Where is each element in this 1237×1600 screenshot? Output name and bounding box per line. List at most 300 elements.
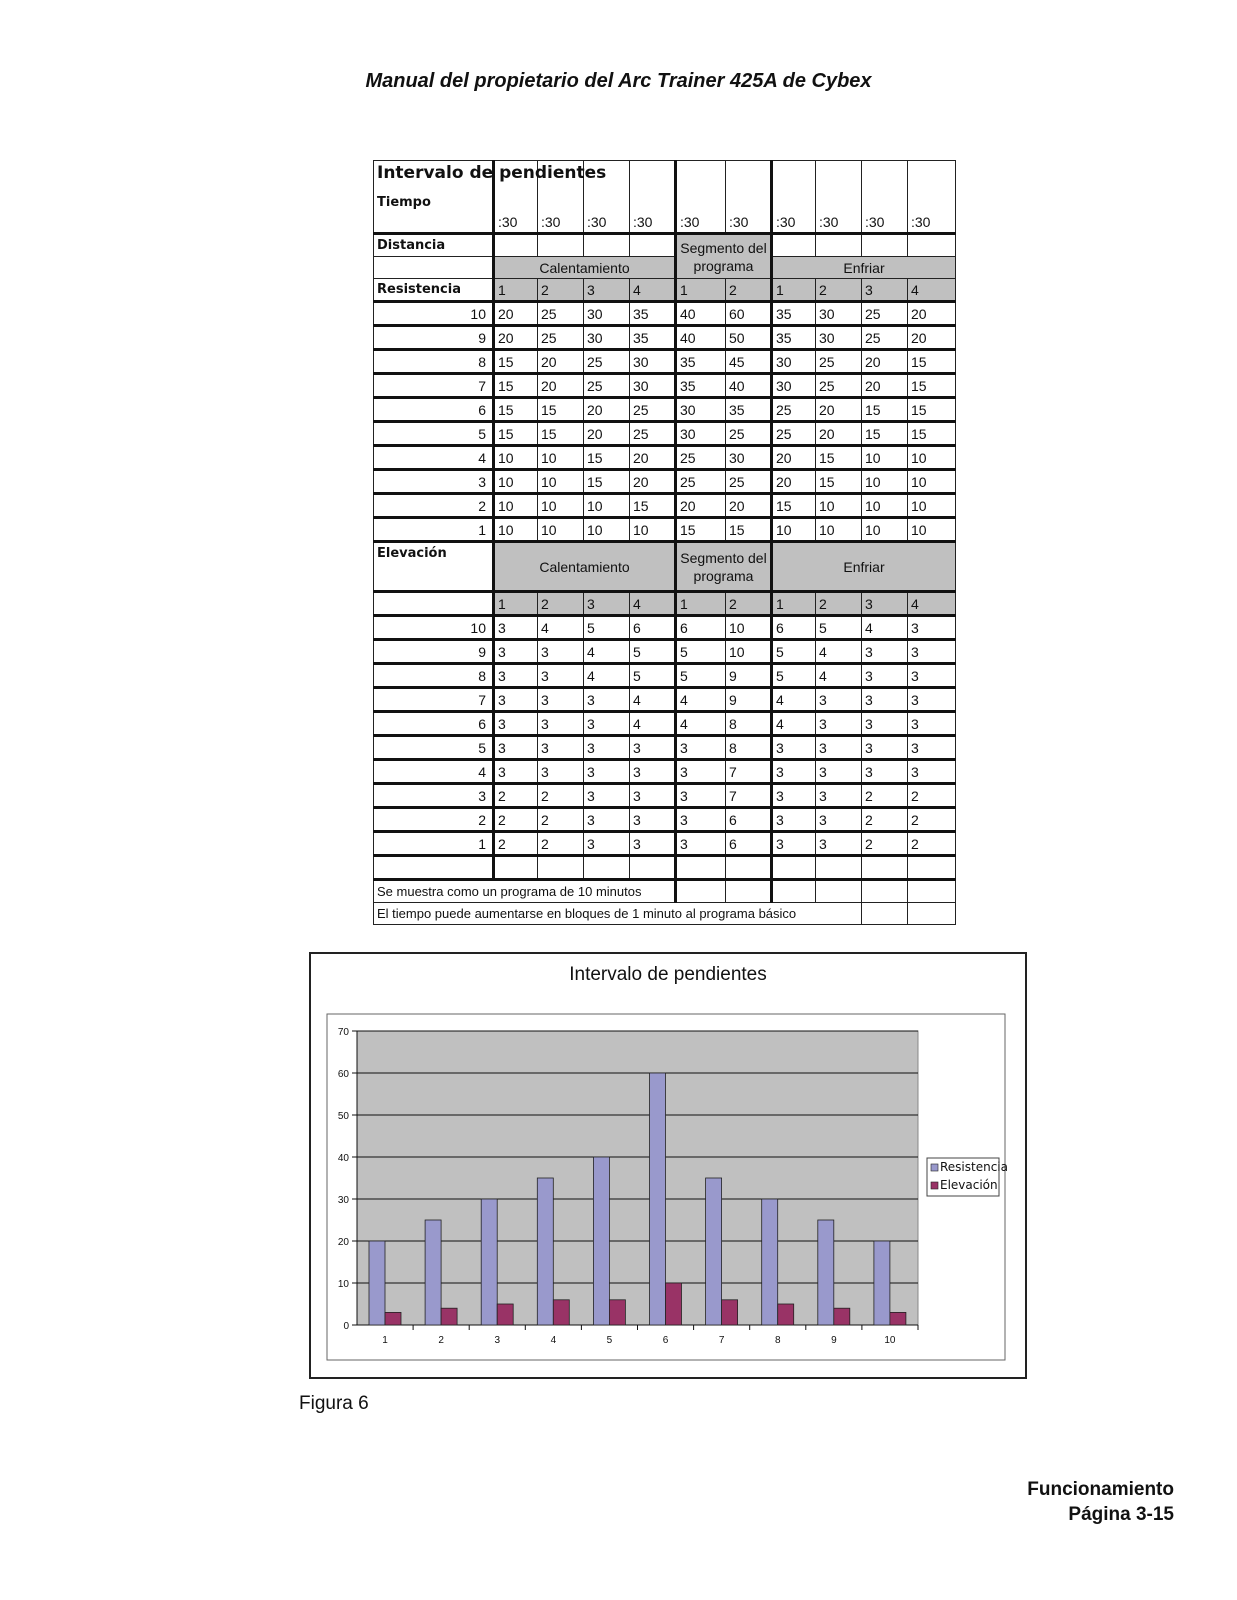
column-number: 2 bbox=[726, 592, 772, 616]
table-row bbox=[374, 640, 956, 664]
elevation-value: 10 bbox=[726, 640, 772, 664]
level-label: 1 bbox=[374, 518, 494, 542]
resistance-value: 35 bbox=[630, 302, 676, 326]
column-number: 1 bbox=[494, 279, 538, 302]
column-number: 1 bbox=[772, 592, 816, 616]
elevation-value: 3 bbox=[584, 760, 630, 784]
resistance-value: 10 bbox=[816, 494, 862, 518]
elevation-value: 3 bbox=[538, 640, 584, 664]
elevation-value: 2 bbox=[494, 784, 538, 808]
elevation-value: 3 bbox=[676, 808, 726, 832]
resistance-value: 20 bbox=[862, 350, 908, 374]
resistance-value: 15 bbox=[584, 470, 630, 494]
table-row bbox=[374, 832, 956, 856]
bar-elevacion bbox=[441, 1308, 457, 1325]
resistance-value: 15 bbox=[494, 422, 538, 446]
resistance-value: 25 bbox=[772, 422, 816, 446]
resistance-value: 30 bbox=[630, 350, 676, 374]
table-row bbox=[374, 542, 956, 592]
table-cell bbox=[816, 880, 862, 903]
elevation-value: 3 bbox=[584, 808, 630, 832]
table-row bbox=[374, 592, 956, 616]
bar-chart bbox=[309, 952, 1027, 1379]
elevation-value: 4 bbox=[676, 712, 726, 736]
resistance-value: 20 bbox=[816, 398, 862, 422]
x-tick-label: 3 bbox=[494, 1335, 501, 1346]
y-tick-label: 40 bbox=[337, 1153, 349, 1164]
interval-table bbox=[373, 160, 956, 925]
column-number: 1 bbox=[676, 279, 726, 302]
resistance-value: 20 bbox=[630, 470, 676, 494]
resistance-value: 15 bbox=[862, 422, 908, 446]
resistance-value: 35 bbox=[630, 326, 676, 350]
elevation-value: 3 bbox=[584, 736, 630, 760]
table-row bbox=[374, 422, 956, 446]
resistance-value: 30 bbox=[772, 350, 816, 374]
resistance-value: 35 bbox=[726, 398, 772, 422]
table-row bbox=[374, 494, 956, 518]
elevation-value: 2 bbox=[908, 808, 956, 832]
distancia-cell bbox=[494, 234, 538, 257]
elevation-value: 2 bbox=[908, 784, 956, 808]
legend-label: Elevación bbox=[940, 1178, 998, 1192]
elevation-value: 3 bbox=[862, 688, 908, 712]
legend-swatch bbox=[931, 1182, 938, 1189]
level-label: 3 bbox=[374, 470, 494, 494]
column-number: 2 bbox=[538, 592, 584, 616]
resistance-value: 10 bbox=[772, 518, 816, 542]
x-tick-label: 1 bbox=[382, 1335, 388, 1346]
column-number: 3 bbox=[862, 592, 908, 616]
level-label: 6 bbox=[374, 398, 494, 422]
elevation-value: 3 bbox=[862, 640, 908, 664]
resistance-value: 25 bbox=[726, 470, 772, 494]
bar-elevacion bbox=[778, 1304, 794, 1325]
distancia-cell bbox=[630, 234, 676, 257]
warmup-header: Calentamiento bbox=[494, 542, 676, 592]
level-label: 5 bbox=[374, 736, 494, 760]
resistance-value: 25 bbox=[538, 302, 584, 326]
resistance-value: 15 bbox=[584, 446, 630, 470]
elevation-value: 5 bbox=[816, 616, 862, 640]
resistance-value: 15 bbox=[538, 422, 584, 446]
resistance-value: 25 bbox=[816, 350, 862, 374]
bar-elevacion bbox=[385, 1312, 401, 1325]
figure-label: Figura 6 bbox=[299, 1393, 369, 1414]
column-number: 4 bbox=[908, 279, 956, 302]
resistance-value: 25 bbox=[676, 446, 726, 470]
column-number: 1 bbox=[494, 592, 538, 616]
elevation-value: 3 bbox=[816, 712, 862, 736]
column-number: 3 bbox=[584, 592, 630, 616]
resistance-value: 20 bbox=[816, 422, 862, 446]
table-row bbox=[374, 808, 956, 832]
table-cell bbox=[908, 856, 956, 880]
footer-page-number: Página 3-15 bbox=[1068, 1504, 1174, 1525]
bar-resistencia bbox=[369, 1241, 385, 1325]
time-value: :30 bbox=[816, 161, 862, 234]
level-label: 2 bbox=[374, 494, 494, 518]
table-row bbox=[374, 712, 956, 736]
cooldown-header: Enfriar bbox=[772, 257, 956, 279]
y-tick-label: 50 bbox=[337, 1111, 349, 1122]
elevation-value: 3 bbox=[538, 760, 584, 784]
elevation-value: 3 bbox=[538, 664, 584, 688]
resistance-value: 25 bbox=[816, 374, 862, 398]
elevation-value: 3 bbox=[584, 832, 630, 856]
table-cell bbox=[676, 856, 726, 880]
distancia-cell bbox=[862, 234, 908, 257]
table-cell bbox=[862, 856, 908, 880]
column-number: 4 bbox=[630, 279, 676, 302]
level-label: 7 bbox=[374, 374, 494, 398]
elevation-value: 3 bbox=[816, 760, 862, 784]
elevation-value: 3 bbox=[630, 808, 676, 832]
elevation-value: 2 bbox=[862, 784, 908, 808]
elevation-value: 5 bbox=[772, 664, 816, 688]
resistance-value: 15 bbox=[494, 350, 538, 374]
elevation-value: 3 bbox=[908, 664, 956, 688]
resistance-value: 15 bbox=[908, 422, 956, 446]
resistance-value: 10 bbox=[908, 518, 956, 542]
resistance-value: 30 bbox=[676, 398, 726, 422]
elevation-value: 6 bbox=[772, 616, 816, 640]
resistance-value: 30 bbox=[584, 326, 630, 350]
x-tick-label: 2 bbox=[438, 1335, 444, 1346]
x-tick-label: 10 bbox=[884, 1335, 896, 1346]
bar-resistencia bbox=[650, 1073, 666, 1325]
bar-elevacion bbox=[722, 1300, 738, 1325]
bar-elevacion bbox=[553, 1300, 569, 1325]
elevation-value: 8 bbox=[726, 736, 772, 760]
time-value: :30 bbox=[630, 161, 676, 234]
table-row bbox=[374, 350, 956, 374]
elevation-value: 3 bbox=[538, 688, 584, 712]
elevation-value: 3 bbox=[494, 736, 538, 760]
table-cell bbox=[772, 880, 816, 903]
level-label: 5 bbox=[374, 422, 494, 446]
resistance-value: 10 bbox=[538, 494, 584, 518]
elevation-value: 5 bbox=[630, 664, 676, 688]
table-row bbox=[374, 302, 956, 326]
column-number: 1 bbox=[676, 592, 726, 616]
page-footer bbox=[1027, 1477, 1174, 1527]
elevation-value: 3 bbox=[494, 616, 538, 640]
resistance-value: 25 bbox=[630, 422, 676, 446]
elevation-value: 3 bbox=[772, 760, 816, 784]
column-number: 1 bbox=[772, 279, 816, 302]
table-row bbox=[374, 880, 956, 903]
distancia-cell bbox=[816, 234, 862, 257]
bar-elevacion bbox=[497, 1304, 513, 1325]
bar-elevacion bbox=[834, 1308, 850, 1325]
level-label: 8 bbox=[374, 664, 494, 688]
resistance-value: 25 bbox=[772, 398, 816, 422]
table-row bbox=[374, 664, 956, 688]
legend-swatch bbox=[931, 1164, 938, 1171]
resistance-value: 35 bbox=[772, 302, 816, 326]
resistance-value: 15 bbox=[726, 518, 772, 542]
bar-resistencia bbox=[762, 1199, 778, 1325]
elevation-value: 3 bbox=[908, 616, 956, 640]
elevation-value: 2 bbox=[538, 808, 584, 832]
y-tick-label: 70 bbox=[337, 1027, 349, 1038]
resistance-value: 60 bbox=[726, 302, 772, 326]
elevation-value: 6 bbox=[676, 616, 726, 640]
table-cell bbox=[908, 880, 956, 903]
chart-title: Intervalo de pendientes bbox=[569, 964, 767, 985]
elevation-value: 5 bbox=[676, 640, 726, 664]
resistance-value: 10 bbox=[862, 470, 908, 494]
resistance-value: 50 bbox=[726, 326, 772, 350]
bar-resistencia bbox=[537, 1178, 553, 1325]
elevation-value: 6 bbox=[726, 808, 772, 832]
table-cell bbox=[908, 903, 956, 925]
resistance-value: 10 bbox=[630, 518, 676, 542]
resistance-value: 25 bbox=[862, 302, 908, 326]
table-row bbox=[374, 279, 956, 302]
elevation-value: 5 bbox=[584, 616, 630, 640]
column-number: 3 bbox=[584, 279, 630, 302]
resistance-value: 15 bbox=[908, 350, 956, 374]
distancia-cell bbox=[538, 234, 584, 257]
elevation-value: 3 bbox=[630, 760, 676, 784]
elevation-value: 3 bbox=[584, 712, 630, 736]
resistance-value: 10 bbox=[862, 518, 908, 542]
resistance-value: 25 bbox=[584, 374, 630, 398]
elevation-value: 3 bbox=[494, 664, 538, 688]
footer-section: Funcionamiento bbox=[1027, 1479, 1174, 1500]
distancia-cell bbox=[584, 234, 630, 257]
elevation-value: 3 bbox=[494, 688, 538, 712]
elevation-value: 3 bbox=[816, 832, 862, 856]
level-label: 1 bbox=[374, 832, 494, 856]
table-cell bbox=[726, 880, 772, 903]
table-row bbox=[374, 688, 956, 712]
cooldown-header: Enfriar bbox=[772, 542, 956, 592]
resistance-value: 10 bbox=[538, 518, 584, 542]
y-tick-label: 60 bbox=[337, 1069, 349, 1080]
elevation-value: 5 bbox=[772, 640, 816, 664]
elevation-value: 3 bbox=[772, 736, 816, 760]
level-label: 7 bbox=[374, 688, 494, 712]
resistance-value: 30 bbox=[584, 302, 630, 326]
elevation-value: 3 bbox=[862, 664, 908, 688]
time-value: :30 bbox=[676, 161, 726, 234]
bar-resistencia bbox=[481, 1199, 497, 1325]
resistance-value: 15 bbox=[676, 518, 726, 542]
elevation-value: 3 bbox=[862, 712, 908, 736]
elevation-value: 3 bbox=[676, 784, 726, 808]
table-cell bbox=[772, 856, 816, 880]
blank-label bbox=[374, 592, 494, 616]
elevation-value: 7 bbox=[726, 784, 772, 808]
table-row bbox=[374, 257, 956, 279]
table-row bbox=[374, 760, 956, 784]
resistance-value: 20 bbox=[584, 422, 630, 446]
elevation-value: 4 bbox=[772, 712, 816, 736]
bar-resistencia bbox=[593, 1157, 609, 1325]
elevation-value: 3 bbox=[772, 832, 816, 856]
column-number: 3 bbox=[862, 279, 908, 302]
bar-elevacion bbox=[609, 1300, 625, 1325]
column-number: 2 bbox=[726, 279, 772, 302]
resistance-value: 35 bbox=[772, 326, 816, 350]
elevation-value: 2 bbox=[862, 808, 908, 832]
resistance-value: 15 bbox=[816, 446, 862, 470]
elevation-value: 5 bbox=[630, 640, 676, 664]
bar-elevacion bbox=[666, 1283, 682, 1325]
elevacion-label: Elevación bbox=[374, 542, 494, 592]
page-header-title: Manual del propietario del Arc Trainer 425A de Cybex bbox=[365, 70, 872, 92]
resistance-value: 15 bbox=[494, 374, 538, 398]
elevation-value: 3 bbox=[816, 688, 862, 712]
resistance-value: 10 bbox=[494, 470, 538, 494]
elevation-value: 4 bbox=[816, 640, 862, 664]
table-cell bbox=[726, 856, 772, 880]
resistance-value: 30 bbox=[726, 446, 772, 470]
elevation-value: 4 bbox=[584, 640, 630, 664]
elevation-value: 6 bbox=[630, 616, 676, 640]
table-row bbox=[374, 518, 956, 542]
resistance-value: 10 bbox=[494, 518, 538, 542]
resistance-value: 30 bbox=[676, 422, 726, 446]
elevation-value: 3 bbox=[862, 736, 908, 760]
table-cell bbox=[630, 856, 676, 880]
level-label: 9 bbox=[374, 326, 494, 350]
elevation-value: 3 bbox=[584, 784, 630, 808]
column-number: 2 bbox=[816, 279, 862, 302]
elevation-value: 10 bbox=[726, 616, 772, 640]
time-value: :30 bbox=[862, 161, 908, 234]
time-value: :30 bbox=[908, 161, 956, 234]
bar-resistencia bbox=[818, 1220, 834, 1325]
time-value: :30 bbox=[538, 161, 584, 234]
x-tick-label: 5 bbox=[606, 1335, 613, 1346]
level-label: 6 bbox=[374, 712, 494, 736]
table-row bbox=[374, 736, 956, 760]
resistance-value: 20 bbox=[908, 302, 956, 326]
elevation-value: 3 bbox=[676, 760, 726, 784]
elevation-value: 4 bbox=[862, 616, 908, 640]
resistance-value: 35 bbox=[676, 350, 726, 374]
resistance-value: 20 bbox=[772, 470, 816, 494]
program-segment-header: Segmento del programa bbox=[676, 234, 772, 279]
resistance-value: 10 bbox=[494, 446, 538, 470]
time-value: :30 bbox=[726, 161, 772, 234]
elevation-value: 2 bbox=[494, 808, 538, 832]
resistance-value: 25 bbox=[726, 422, 772, 446]
x-tick-label: 7 bbox=[718, 1335, 725, 1346]
chart-canvas bbox=[311, 954, 1025, 1377]
elevation-value: 7 bbox=[726, 760, 772, 784]
resistance-value: 10 bbox=[862, 494, 908, 518]
resistance-value: 35 bbox=[676, 374, 726, 398]
bar-resistencia bbox=[706, 1178, 722, 1325]
table-row bbox=[374, 161, 956, 234]
resistance-value: 20 bbox=[584, 398, 630, 422]
table-row bbox=[374, 398, 956, 422]
elevation-value: 3 bbox=[772, 784, 816, 808]
table-row bbox=[374, 856, 956, 880]
elevation-value: 4 bbox=[676, 688, 726, 712]
x-tick-label: 6 bbox=[662, 1335, 669, 1346]
resistance-value: 40 bbox=[676, 302, 726, 326]
x-tick-label: 4 bbox=[550, 1335, 557, 1346]
time-value: :30 bbox=[772, 161, 816, 234]
resistance-value: 20 bbox=[908, 326, 956, 350]
resistance-value: 10 bbox=[908, 446, 956, 470]
elevation-value: 3 bbox=[494, 640, 538, 664]
level-label: 2 bbox=[374, 808, 494, 832]
resistance-value: 30 bbox=[816, 302, 862, 326]
resistance-value: 15 bbox=[908, 398, 956, 422]
elevation-value: 3 bbox=[676, 736, 726, 760]
table-row bbox=[374, 234, 956, 257]
elevation-value: 8 bbox=[726, 712, 772, 736]
resistance-value: 15 bbox=[772, 494, 816, 518]
distancia-cell bbox=[908, 234, 956, 257]
table-row bbox=[374, 903, 956, 925]
level-label: 8 bbox=[374, 350, 494, 374]
elevation-value: 3 bbox=[908, 640, 956, 664]
resistance-value: 20 bbox=[494, 326, 538, 350]
elevation-value: 3 bbox=[494, 712, 538, 736]
x-tick-label: 8 bbox=[774, 1335, 781, 1346]
column-number: 4 bbox=[908, 592, 956, 616]
resistance-value: 40 bbox=[726, 374, 772, 398]
elevation-value: 3 bbox=[630, 832, 676, 856]
time-value: :30 bbox=[584, 161, 630, 234]
table-title: Intervalo de pendientes bbox=[377, 163, 607, 183]
resistance-value: 25 bbox=[584, 350, 630, 374]
elevation-value: 2 bbox=[538, 784, 584, 808]
resistance-value: 15 bbox=[630, 494, 676, 518]
resistance-value: 25 bbox=[676, 470, 726, 494]
level-label: 3 bbox=[374, 784, 494, 808]
elevation-value: 4 bbox=[630, 712, 676, 736]
y-tick-label: 10 bbox=[337, 1279, 349, 1290]
level-label: 9 bbox=[374, 640, 494, 664]
resistance-value: 30 bbox=[630, 374, 676, 398]
blank-label bbox=[374, 257, 494, 279]
y-tick-label: 20 bbox=[337, 1237, 349, 1248]
elevation-value: 3 bbox=[630, 736, 676, 760]
resistance-value: 10 bbox=[816, 518, 862, 542]
resistance-value: 10 bbox=[538, 470, 584, 494]
elevation-value: 4 bbox=[816, 664, 862, 688]
legend-label: Resistencia bbox=[940, 1160, 1008, 1174]
elevation-value: 3 bbox=[538, 712, 584, 736]
bar-resistencia bbox=[425, 1220, 441, 1325]
resistance-value: 30 bbox=[772, 374, 816, 398]
elevation-value: 3 bbox=[630, 784, 676, 808]
resistance-value: 40 bbox=[676, 326, 726, 350]
elevation-value: 5 bbox=[676, 664, 726, 688]
distancia-cell bbox=[772, 234, 816, 257]
elevation-value: 9 bbox=[726, 688, 772, 712]
resistance-value: 15 bbox=[538, 398, 584, 422]
elevation-value: 3 bbox=[676, 832, 726, 856]
resistance-value: 20 bbox=[726, 494, 772, 518]
distancia-label: Distancia bbox=[374, 234, 494, 257]
resistance-value: 20 bbox=[630, 446, 676, 470]
resistance-value: 15 bbox=[494, 398, 538, 422]
resistance-value: 15 bbox=[862, 398, 908, 422]
level-label: 4 bbox=[374, 760, 494, 784]
elevation-value: 3 bbox=[908, 688, 956, 712]
table-note: El tiempo puede aumentarse en bloques de 1 minuto al programa básico bbox=[374, 903, 862, 925]
